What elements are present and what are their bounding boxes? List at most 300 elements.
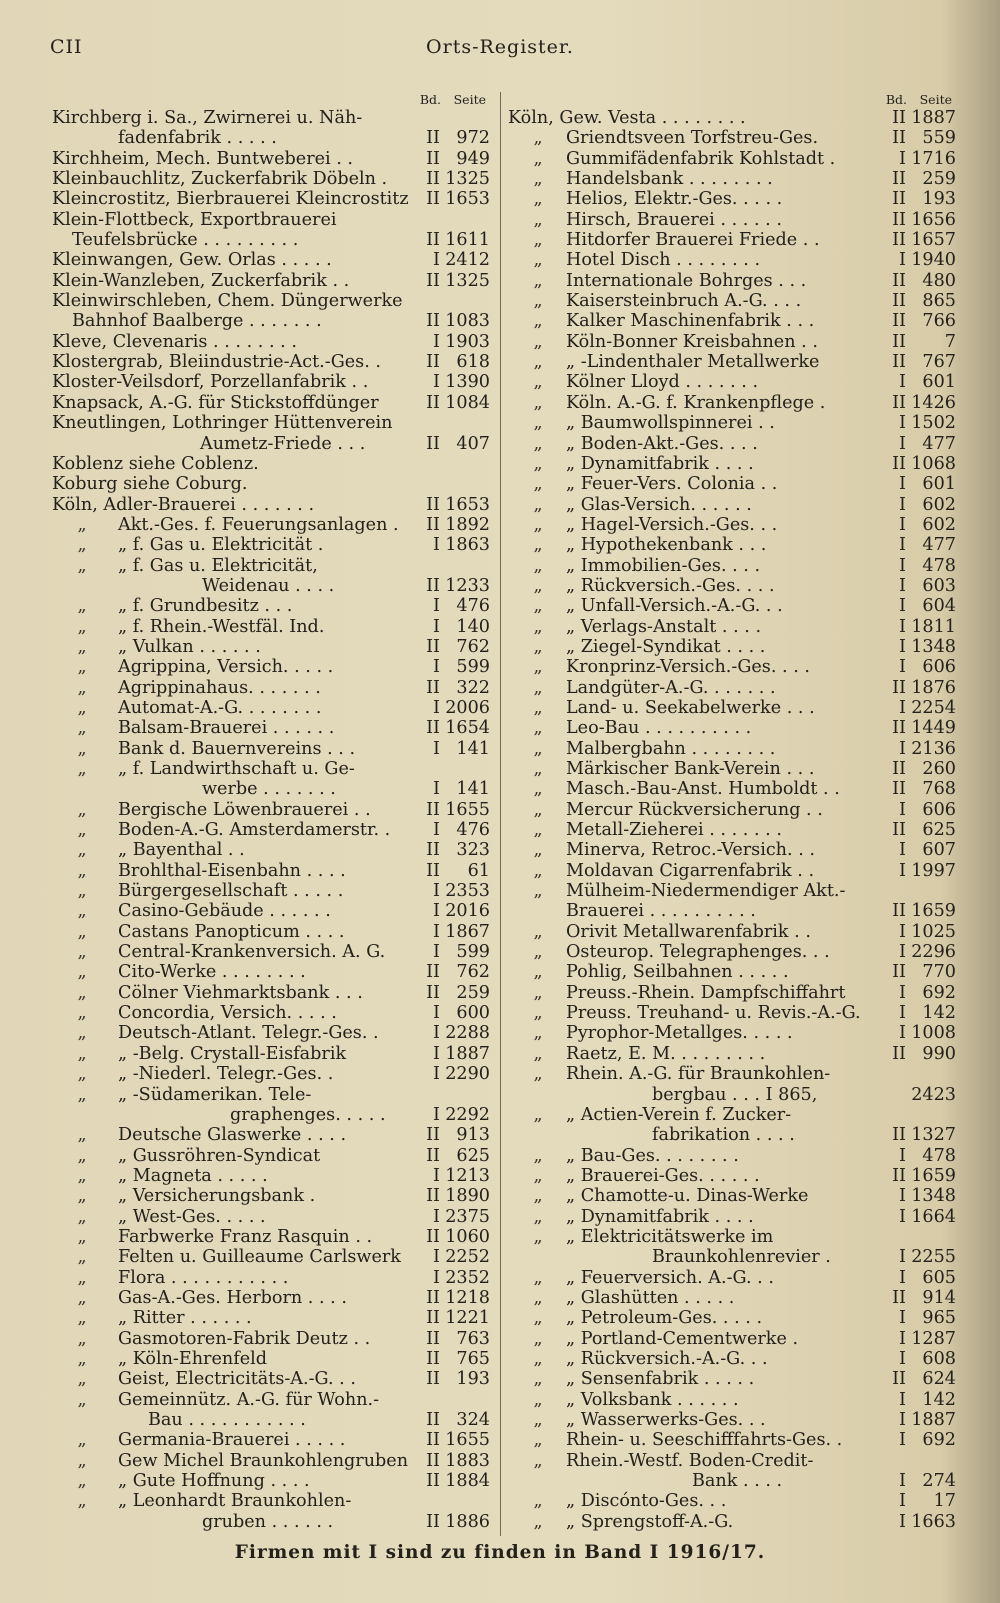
entry-page: 1903 xyxy=(445,331,490,352)
ditto-mark: „ xyxy=(533,169,543,190)
bd-label: Bd. xyxy=(885,92,907,107)
entry-text: Gasmotoren-Fabrik Deutz . . xyxy=(118,1328,371,1349)
index-entry xyxy=(508,657,960,677)
entry-volume: II xyxy=(892,128,906,149)
entry-text: „ Bayenthal . . xyxy=(118,840,245,861)
entry-text: „ Magneta . . . . . xyxy=(118,1165,268,1186)
ditto-mark: „ xyxy=(533,1511,543,1532)
entry-page: 2353 xyxy=(445,881,490,902)
entry-page: 193 xyxy=(922,189,956,210)
ditto-mark: „ xyxy=(77,596,87,617)
entry-text: Germania-Brauerei . . . . . xyxy=(118,1430,346,1451)
entry-volume: II xyxy=(426,840,440,861)
entry-page: 2016 xyxy=(445,901,490,922)
entry-text: „ West-Ges. . . . . xyxy=(118,1206,266,1227)
index-entry xyxy=(508,311,960,331)
index-entry xyxy=(508,1247,960,1267)
entry-list xyxy=(52,108,494,1532)
entry-page: 142 xyxy=(922,1389,956,1410)
entry-text: Hitdorfer Brauerei Friede . . xyxy=(566,230,820,251)
entry-volume: II xyxy=(892,209,906,230)
entry-volume: I xyxy=(433,372,440,393)
entry-text: Agrippinahaus. . . . . . . xyxy=(118,677,321,698)
entry-page: 603 xyxy=(922,575,956,596)
index-entry xyxy=(52,637,494,657)
entry-page: 1611 xyxy=(445,230,490,251)
ditto-mark: „ xyxy=(77,901,87,922)
entry-text: „ Immobilien-Ges. . . . xyxy=(566,555,761,576)
entry-page: 2412 xyxy=(445,250,490,271)
ditto-mark: „ xyxy=(533,1043,543,1064)
entry-volume: II xyxy=(426,1511,440,1532)
entry-volume: I xyxy=(433,657,440,678)
index-entry xyxy=(52,1125,494,1145)
entry-volume: II xyxy=(426,1450,440,1471)
index-entry xyxy=(508,739,960,759)
entry-text: „ Versicherungsbank . xyxy=(118,1186,316,1207)
entry-text: Cölner Viehmarktsbank . . . xyxy=(118,982,363,1003)
entry-volume: II xyxy=(892,453,906,474)
entry-page: 601 xyxy=(922,474,956,495)
ditto-mark: „ xyxy=(77,1186,87,1207)
entry-text: „ Sprengstoff-A.-G. xyxy=(566,1511,734,1532)
ditto-mark: „ xyxy=(533,779,543,800)
ditto-mark: „ xyxy=(533,352,543,373)
index-entry xyxy=(508,718,960,738)
entry-page: 477 xyxy=(922,535,956,556)
entry-text: Kirchheim, Mech. Buntweberei . . xyxy=(52,148,354,169)
entry-text: Bergische Löwenbrauerei . . xyxy=(118,799,371,820)
ditto-mark: „ xyxy=(77,1003,87,1024)
entry-volume: II xyxy=(426,1430,440,1451)
index-entry xyxy=(508,1003,960,1023)
entry-volume: I xyxy=(899,555,906,576)
entry-page: 2290 xyxy=(445,1064,490,1085)
entry-volume: I xyxy=(433,738,440,759)
entry-page: 1997 xyxy=(911,860,956,881)
entry-text: „ Unfall-Versich.-A.-G. . . xyxy=(566,596,783,617)
entry-text: „ Baumwollspinnerei . . xyxy=(566,413,775,434)
entry-page: 476 xyxy=(456,596,490,617)
entry-volume: II xyxy=(426,1308,440,1329)
entry-volume: II xyxy=(892,291,906,312)
entry-text: „ Vulkan . . . . . . xyxy=(118,636,261,657)
index-entry xyxy=(52,1064,494,1084)
ditto-mark: „ xyxy=(533,392,543,413)
entry-volume: I xyxy=(899,860,906,881)
entry-text: Rhein- u. Seeschifffahrts-Ges. . xyxy=(566,1430,843,1451)
entry-volume: I xyxy=(433,250,440,271)
entry-volume: II xyxy=(426,230,440,251)
index-entry xyxy=(52,210,494,230)
entry-page: 768 xyxy=(922,779,956,800)
entry-volume: I xyxy=(433,1165,440,1186)
entry-page: 625 xyxy=(922,820,956,841)
index-column-right xyxy=(508,88,960,1532)
index-entry xyxy=(508,576,960,596)
index-entry xyxy=(508,1227,960,1247)
entry-page: 1887 xyxy=(445,1043,490,1064)
entry-page: 478 xyxy=(922,555,956,576)
index-column-left xyxy=(52,88,494,1532)
index-entry xyxy=(52,1349,494,1369)
entry-text: Farbwerke Franz Rasquin . . xyxy=(118,1226,373,1247)
index-entry xyxy=(508,250,960,270)
entry-page: 1663 xyxy=(911,1511,956,1532)
index-entry xyxy=(52,1207,494,1227)
entry-text: Kölner Lloyd . . . . . . . xyxy=(566,372,759,393)
entry-page: 600 xyxy=(456,1003,490,1024)
index-entry xyxy=(52,1288,494,1308)
entry-text: „ Verlags-Anstalt . . . . xyxy=(566,616,762,637)
entry-text: „ Gussröhren-Syndicat xyxy=(118,1145,321,1166)
entry-volume: II xyxy=(426,311,440,332)
entry-page: 1083 xyxy=(445,311,490,332)
entry-text: Rhein.-Westf. Boden-Credit- xyxy=(566,1450,814,1471)
entry-text: Bau . . . . . . . . . . . xyxy=(148,1410,306,1430)
ditto-mark: „ xyxy=(533,189,543,210)
entry-volume: II xyxy=(892,311,906,332)
entry-volume: II xyxy=(426,799,440,820)
ditto-mark: „ xyxy=(533,1491,543,1512)
ditto-mark: „ xyxy=(533,921,543,942)
entry-volume: I xyxy=(899,636,906,657)
entry-volume: II xyxy=(426,575,440,596)
index-entry xyxy=(508,189,960,209)
entry-page: 1449 xyxy=(911,718,956,739)
index-entry xyxy=(52,698,494,718)
entry-page: 624 xyxy=(922,1369,956,1390)
index-entry xyxy=(508,474,960,494)
entry-text: „ -Lindenthaler Metallwerke xyxy=(566,352,820,373)
index-entry xyxy=(52,1186,494,1206)
index-entry xyxy=(52,800,494,820)
entry-text: Gas-A.-Ges. Herborn . . . . xyxy=(118,1287,347,1308)
entry-text: Kleve, Clevenaris . . . . . . . . xyxy=(52,331,297,352)
entry-text: Malbergbahn . . . . . . . . xyxy=(566,738,776,759)
entry-page: 1892 xyxy=(445,514,490,535)
entry-page: 1654 xyxy=(445,718,490,739)
entry-page: 141 xyxy=(456,779,490,800)
index-entry xyxy=(52,169,494,189)
entry-text: „ Sensenfabrik . . . . . xyxy=(566,1369,755,1390)
index-entry xyxy=(508,454,960,474)
entry-page: 1716 xyxy=(911,148,956,169)
entry-page: 1426 xyxy=(911,392,956,413)
ditto-mark: „ xyxy=(77,1450,87,1471)
entry-page: 476 xyxy=(456,820,490,841)
ditto-mark: „ xyxy=(77,1348,87,1369)
entry-volume: II xyxy=(892,901,906,922)
index-entry xyxy=(508,332,960,352)
entry-page: 1653 xyxy=(445,494,490,515)
index-entry xyxy=(508,1044,960,1064)
entry-page: 1060 xyxy=(445,1226,490,1247)
entry-volume: I xyxy=(899,413,906,434)
ditto-mark: „ xyxy=(533,677,543,698)
ditto-mark: „ xyxy=(533,148,543,169)
entry-volume: II xyxy=(426,636,440,657)
entry-text: Brohlthal-Eisenbahn . . . . xyxy=(118,860,346,881)
entry-text: Köln-Bonner Kreisbahnen . . xyxy=(566,331,818,352)
index-entry xyxy=(52,942,494,962)
entry-text: Kronprinz-Versich.-Ges. . . . xyxy=(566,657,810,678)
entry-text: Helios, Elektr.-Ges. . . . . xyxy=(566,189,783,210)
ditto-mark: „ xyxy=(533,1410,543,1430)
entry-text: Deutsch-Atlant. Telegr.-Ges. . xyxy=(118,1023,379,1044)
index-entry xyxy=(52,128,494,148)
entry-page: 559 xyxy=(922,128,956,149)
entry-page: 1657 xyxy=(911,230,956,251)
index-entry xyxy=(508,617,960,637)
entry-text: Hirsch, Brauerei . . . . . . xyxy=(566,209,782,230)
entry-text: Klein-Flottbeck, Exportbrauerei xyxy=(52,209,337,230)
index-entry xyxy=(508,1268,960,1288)
entry-text: Kloster-Veilsdorf, Porzellanfabrik . . xyxy=(52,372,369,393)
ditto-mark: „ xyxy=(533,840,543,861)
entry-page: 766 xyxy=(922,311,956,332)
entry-text: Raetz, E. M. . . . . . . . . xyxy=(566,1043,766,1064)
index-entry xyxy=(52,739,494,759)
entry-page: 601 xyxy=(922,372,956,393)
entry-page: 1655 xyxy=(445,1430,490,1451)
page-number: CII xyxy=(50,36,83,58)
entry-page: 193 xyxy=(456,1369,490,1390)
ditto-mark: „ xyxy=(533,1145,543,1166)
ditto-mark: „ xyxy=(77,1389,87,1410)
index-entry xyxy=(508,901,960,921)
entry-text: Handelsbank . . . . . . . . xyxy=(566,169,773,190)
entry-volume: II xyxy=(892,962,906,983)
entry-volume: II xyxy=(426,1410,440,1430)
ditto-mark: „ xyxy=(77,942,87,963)
index-entry xyxy=(508,230,960,250)
ditto-mark: „ xyxy=(533,535,543,556)
entry-text: „ Discónto-Ges. . . xyxy=(566,1491,727,1512)
index-entry xyxy=(508,800,960,820)
index-entry xyxy=(508,1288,960,1308)
entry-volume: II xyxy=(426,718,440,739)
entry-page: 1213 xyxy=(445,1165,490,1186)
entry-volume: I xyxy=(899,1023,906,1044)
index-entry xyxy=(508,861,960,881)
entry-text: Mülheim-Niedermendiger Akt.- xyxy=(566,881,846,902)
entry-volume: I xyxy=(899,514,906,535)
entry-page: 1876 xyxy=(911,677,956,698)
entry-page: 2288 xyxy=(445,1023,490,1044)
ditto-mark: „ xyxy=(77,1491,87,1512)
index-entry xyxy=(508,413,960,433)
column-divider xyxy=(500,92,501,1536)
ditto-mark: „ xyxy=(533,596,543,617)
index-entry xyxy=(508,149,960,169)
ditto-mark: „ xyxy=(533,128,543,149)
entry-page: 1390 xyxy=(445,372,490,393)
ditto-mark: „ xyxy=(77,555,87,576)
index-entry xyxy=(52,983,494,1003)
entry-text: „ Dynamitfabrik . . . . xyxy=(566,453,754,474)
index-entry xyxy=(508,393,960,413)
entry-text: Balsam-Brauerei . . . . . . xyxy=(118,718,335,739)
ditto-mark: „ xyxy=(533,575,543,596)
index-entry xyxy=(52,881,494,901)
entry-page: 1659 xyxy=(911,901,956,922)
entry-volume: II xyxy=(426,494,440,515)
index-entry xyxy=(508,983,960,1003)
entry-volume: I xyxy=(433,697,440,718)
ditto-mark: „ xyxy=(533,962,543,983)
index-entry xyxy=(508,210,960,230)
ditto-mark: „ xyxy=(77,1247,87,1268)
entry-volume: I xyxy=(899,494,906,515)
entry-text: Hotel Disch . . . . . . . . xyxy=(566,250,761,271)
page-title: Orts-Register. xyxy=(426,36,574,58)
index-entry xyxy=(52,1471,494,1491)
index-entry xyxy=(52,1247,494,1267)
ditto-mark: „ xyxy=(77,860,87,881)
entry-page: 1221 xyxy=(445,1308,490,1329)
page-header xyxy=(0,36,1000,66)
ditto-mark: „ xyxy=(77,636,87,657)
entry-text: „ Wasserwerks-Ges. . . xyxy=(566,1410,766,1430)
entry-text: Kleinwangen, Gew. Orlas . . . . . xyxy=(52,250,332,271)
index-entry xyxy=(508,1125,960,1145)
entry-page: 1025 xyxy=(911,921,956,942)
entry-volume: I xyxy=(899,148,906,169)
index-entry xyxy=(52,901,494,921)
entry-text: Köln. A.-G. f. Krankenpflege . xyxy=(566,392,826,413)
entry-page: 480 xyxy=(922,270,956,291)
entry-page: 1327 xyxy=(911,1125,956,1146)
entry-volume: II xyxy=(892,677,906,698)
entry-volume: II xyxy=(426,1125,440,1146)
entry-text: Preuss.-Rhein. Dampfschiffahrt xyxy=(566,982,846,1003)
entry-text: Brauerei . . . . . . . . . . xyxy=(566,901,756,922)
ditto-mark: „ xyxy=(77,1328,87,1349)
entry-page: 1884 xyxy=(445,1471,490,1492)
index-entry xyxy=(52,230,494,250)
entry-page: 913 xyxy=(456,1125,490,1146)
index-entry xyxy=(52,1166,494,1186)
index-entry xyxy=(52,1369,494,1389)
index-entry xyxy=(52,1390,494,1410)
entry-volume: I xyxy=(433,331,440,352)
entry-volume: II xyxy=(892,230,906,251)
index-entry xyxy=(52,861,494,881)
ditto-mark: „ xyxy=(533,494,543,515)
entry-volume: I xyxy=(899,1267,906,1288)
entry-text: Klein-Wanzleben, Zuckerfabrik . . xyxy=(52,270,350,291)
ditto-mark: „ xyxy=(533,413,543,434)
index-entry xyxy=(52,393,494,413)
entry-volume: I xyxy=(899,921,906,942)
entry-page: 2136 xyxy=(911,738,956,759)
entry-page: 1886 xyxy=(445,1511,490,1532)
ditto-mark: „ xyxy=(533,331,543,352)
entry-volume: I xyxy=(433,616,440,637)
ditto-mark: „ xyxy=(533,1104,543,1125)
entry-volume: I xyxy=(899,1491,906,1512)
entry-page: 618 xyxy=(456,352,490,373)
entry-page: 2255 xyxy=(911,1247,956,1268)
index-entry xyxy=(52,515,494,535)
entry-volume: I xyxy=(433,1003,440,1024)
entry-text: Bürgergesellschaft . . . . . xyxy=(118,881,344,902)
index-entry xyxy=(508,1491,960,1511)
entry-volume: I xyxy=(899,1328,906,1349)
ditto-mark: „ xyxy=(533,636,543,657)
entry-page: 1653 xyxy=(445,189,490,210)
entry-page: 1659 xyxy=(911,1165,956,1186)
entry-page: 1863 xyxy=(445,535,490,556)
entry-text: Braunkohlenrevier . xyxy=(652,1247,831,1268)
ditto-mark: „ xyxy=(77,759,87,779)
entry-text: Akt.-Ges. f. Feuerungsanlagen . xyxy=(118,514,399,535)
entry-text: Köln, Adler-Brauerei . . . . . . . xyxy=(52,494,315,515)
entry-text: Geist, Electricitäts-A.-G. . . xyxy=(118,1369,356,1390)
index-entry xyxy=(52,454,494,474)
entry-page: 2423 xyxy=(911,1084,956,1105)
entry-page: 259 xyxy=(456,982,490,1003)
ditto-mark: „ xyxy=(77,982,87,1003)
index-entry xyxy=(508,779,960,799)
index-entry xyxy=(52,962,494,982)
entry-text: Preuss. Treuhand- u. Revis.-A.-G. xyxy=(566,1003,861,1024)
entry-text: „ -Niederl. Telegr.-Ges. . xyxy=(118,1064,334,1085)
index-entry xyxy=(508,1512,960,1532)
ditto-mark: „ xyxy=(77,1287,87,1308)
ditto-mark: „ xyxy=(533,1206,543,1227)
entry-page: 865 xyxy=(922,291,956,312)
index-entry xyxy=(508,840,960,860)
entry-page: 1233 xyxy=(445,575,490,596)
entry-volume: I xyxy=(899,1430,906,1451)
index-entry xyxy=(508,962,960,982)
entry-page: 324 xyxy=(456,1410,490,1430)
ditto-mark: „ xyxy=(533,372,543,393)
entry-page: 608 xyxy=(922,1348,956,1369)
entry-page: 625 xyxy=(456,1145,490,1166)
entry-volume: I xyxy=(899,1247,906,1268)
entry-text: Land- u. Seekabelwerke . . . xyxy=(566,697,815,718)
entry-page: 692 xyxy=(922,982,956,1003)
entry-page: 1655 xyxy=(445,799,490,820)
ditto-mark: „ xyxy=(533,514,543,535)
entry-page: 972 xyxy=(456,128,490,149)
index-entry xyxy=(52,1227,494,1247)
ditto-mark: „ xyxy=(77,921,87,942)
entry-page: 477 xyxy=(922,433,956,454)
entry-volume: II xyxy=(426,433,440,454)
entry-text: Kalker Maschinenfabrik . . . xyxy=(566,311,815,332)
entry-volume: I xyxy=(899,982,906,1003)
entry-page: 2252 xyxy=(445,1247,490,1268)
entry-text: Kaisersteinbruch A.-G. . . . xyxy=(566,291,802,312)
entry-text: Internationale Bohrges . . . xyxy=(566,270,807,291)
ditto-mark: „ xyxy=(533,311,543,332)
ditto-mark: „ xyxy=(533,657,543,678)
entry-page: 2375 xyxy=(445,1206,490,1227)
entry-volume: II xyxy=(892,1125,906,1146)
index-entry xyxy=(52,149,494,169)
index-entry xyxy=(508,1166,960,1186)
entry-text: Gemeinnütz. A.-G. für Wohn.- xyxy=(118,1389,380,1410)
entry-text: Knapsack, A.-G. für Stickstoffdünger xyxy=(52,392,379,413)
index-entry xyxy=(52,474,494,494)
ditto-mark: „ xyxy=(77,1471,87,1492)
entry-page: 1883 xyxy=(445,1450,490,1471)
entry-text: Pyrophor-Metallges. . . . . xyxy=(566,1023,793,1044)
